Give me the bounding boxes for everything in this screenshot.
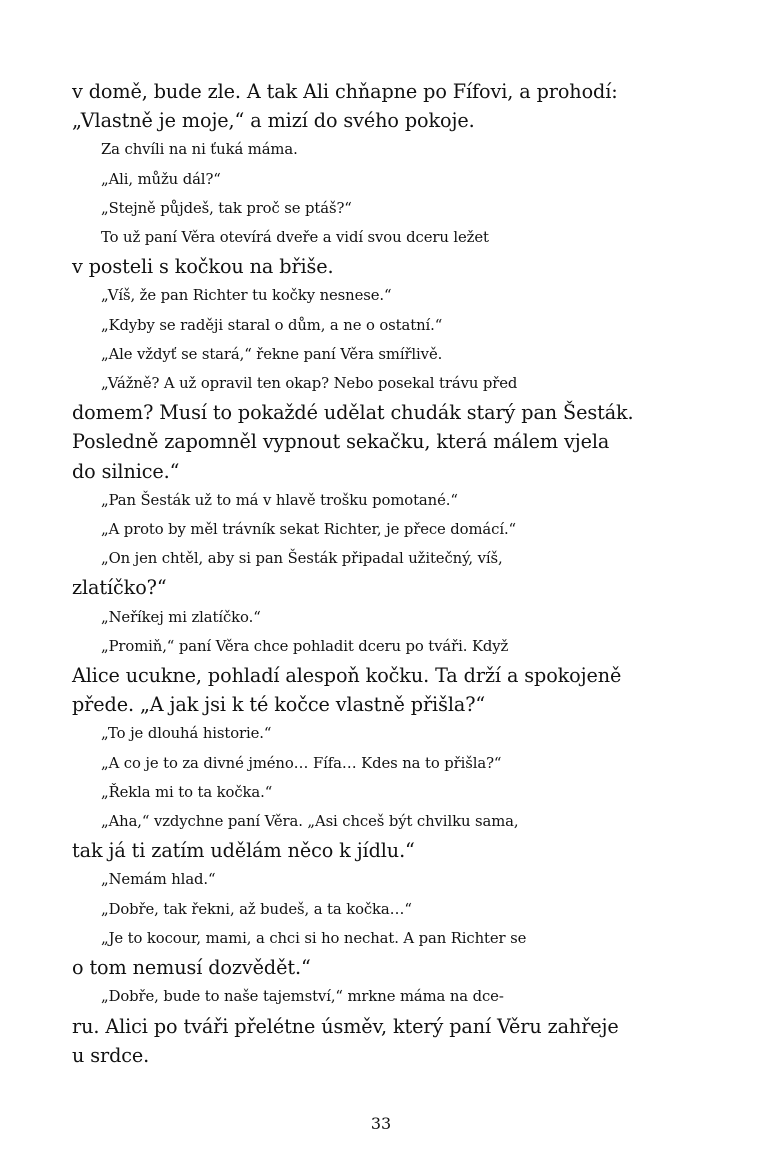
text-line: „Víš, že pan Richter tu kočky nesnese.“: [101, 287, 392, 305]
paragraph: [72, 632, 678, 720]
paragraph: [72, 603, 678, 632]
paragraph: [72, 135, 678, 164]
paragraph: [72, 165, 678, 194]
paragraph: [72, 719, 678, 748]
paragraph: [72, 778, 678, 807]
text-line: „To je dlouhá historie.“: [101, 725, 272, 743]
paragraph: [72, 194, 678, 223]
text-line: „Kdyby se raději staral o dům, a ne o ostatní.“: [101, 316, 443, 334]
text-line: „Ali, můžu dál?“: [101, 170, 221, 188]
paragraph: [72, 807, 678, 865]
text-line: „Dobře, bude to naše tajemství,“ mrkne máma na dce-: [101, 988, 504, 1006]
paragraph: [72, 486, 678, 515]
text-line: „Řekla mi to ta kočka.“: [101, 783, 273, 801]
paragraph: [72, 749, 678, 778]
paragraph: [72, 515, 678, 544]
paragraph: [72, 924, 678, 982]
text-line: „Nemám hlad.“: [101, 871, 216, 889]
text-line: Alice ucukne, pohladí alespoň kočku. Ta drží a spokojeně: [72, 664, 622, 688]
text-line: „Vážně? A už opravil ten okap? Nebo posekal trávu před: [101, 375, 518, 393]
text-line: domem? Musí to pokaždé udělat chudák starý pan Šesták.: [72, 401, 634, 425]
paragraph: [72, 369, 678, 486]
text-line: „Promiň,“ paní Věra chce pohladit dceru po tváři. Když: [101, 637, 509, 655]
text-line: ru. Alici po tváři přelétne úsměv, který paní Věru zahřeje: [72, 1014, 619, 1038]
body-text: [72, 77, 678, 1070]
paragraph: [72, 223, 678, 281]
paragraph: [72, 311, 678, 340]
text-line: Posledně zapomněl vypnout sekačku, která málem vjela: [72, 430, 610, 454]
text-line: „Neříkej mi zlatíčko.“: [101, 608, 261, 626]
paragraph: [72, 544, 678, 602]
paragraph: [72, 865, 678, 894]
text-line: v domě, bude zle. A tak Ali chňapne po Fífovi, a prohodí:: [72, 80, 618, 103]
text-line: To už paní Věra otevírá dveře a vidí svou dceru ležet: [101, 229, 489, 247]
text-line: „Je to kocour, mami, a chci si ho nechat. A pan Richter se: [101, 929, 527, 947]
page-number: 33: [370, 1114, 392, 1133]
text-line: zlatíčko?“: [72, 576, 167, 600]
text-line: přede. „A jak jsi k té kočce vlastně přišla?“: [72, 693, 486, 717]
text-line: „Dobře, tak řekni, až budeš, a ta kočka…“: [101, 900, 412, 918]
text-line: „Stejně půjdeš, tak proč se ptáš?“: [101, 199, 352, 217]
text-line: do silnice.“: [72, 459, 180, 483]
paragraph: [72, 895, 678, 924]
text-line: „A co je to za divné jméno… Fífa… Kdes na to přišla?“: [101, 754, 502, 772]
text-line: „Aha,“ vzdychne paní Věra. „Asi chceš být chvilku sama,: [101, 813, 519, 831]
text-line: u srdce.: [72, 1043, 150, 1067]
paragraph: [72, 982, 678, 1070]
text-line: „Vlastně je moje,“ a mizí do svého pokoje.: [72, 109, 475, 133]
paragraph: [72, 77, 678, 135]
text-line: Za chvíli na ni ťuká máma.: [101, 141, 298, 159]
text-line: o tom nemusí dozvědět.“: [72, 956, 311, 980]
paragraph: [72, 340, 678, 369]
text-line: „On jen chtěl, aby si pan Šesták připadal užitečný, víš,: [101, 550, 503, 568]
paragraph: [72, 281, 678, 310]
text-line: „Ale vždyť se stará,“ řekne paní Věra smířlivě.: [101, 345, 443, 363]
text-line: v posteli s kočkou na břiše.: [72, 255, 334, 279]
text-line: „Pan Šesták už to má v hlavě trošku pomotané.“: [101, 491, 458, 509]
text-line: „A proto by měl trávník sekat Richter, je přece domácí.“: [101, 521, 517, 539]
text-line: tak já ti zatím udělám něco k jídlu.“: [72, 839, 415, 863]
